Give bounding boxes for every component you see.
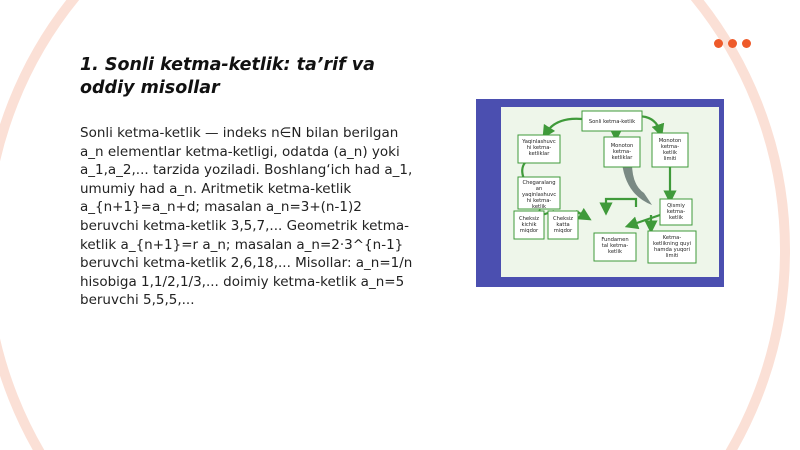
diagram-label-line: ketlik [608,249,622,255]
diagram-label-line: Yaqinlashuvc [522,139,556,145]
diagram-label-line: Ketma- [662,235,682,241]
diagram-label-line: ketma- [612,149,632,155]
diagram-label-line: Monoton [658,138,682,144]
diagram-label-line: an [535,186,543,192]
slide-body-text: Sonli ketma-ketlik — indeks n∈N bilan berilgan a_n elementlar ketma-ketligi, odatda (a_n) yoki a_1,a_2,... tarzida yoziladi. Boshlang‘ich had a_1, umumiy had a_n. Aritmetik ketma-ketlik a_{n+1}=a_n+d; masalan a_n=3+(n-1)2 beruvchi ketma-ketlik 3,5,7,... Geometrik ketma-ketlik a_{n+1}=r a_n; masalan a_n=2·3^{n-1} beruvchi ketma-ketlik 2,6,18,... Misollar: a_n=1/n hisobiga 1,1/2,1/3,... doimiy ketma-ketlik a_n=5 beruvchi 5,5,5,... [80,125,413,309]
dot [728,39,737,48]
diagram-label-line: Fundamen [601,237,629,243]
diagram-label-line: hi ketma- [526,145,552,151]
diagram-label-line: ketlik [669,215,683,221]
diagram-label-line: hi ketma- [526,198,552,204]
diagram-label-line: katta [556,222,570,228]
diagram-label-line: ketlik [663,150,677,156]
diagram-label-line: ketlik [532,204,546,210]
diagram-label-line: hamda yuqori [653,247,691,253]
diagram-label-line: miqdor [519,228,539,234]
dot [714,39,723,48]
diagram-label-line: kichik [521,222,537,228]
diagram-label-line: Chegaralang [522,180,556,186]
diagram-label-line: ketma- [666,209,686,215]
diagram-label-line: tal ketma- [601,243,629,249]
diagram-label-line: Cheksiz [519,216,539,222]
diagram-label-line: Monoton [610,143,634,149]
diagram-label-line: ketlikning quyi [653,241,691,247]
dot [742,39,751,48]
diagram-label-line: yaqinlashuvc [521,192,557,198]
menu-dots-icon [714,39,751,48]
slide-title: 1. Sonli ketma-ketlik: ta’rif va oddiy misollar [80,55,375,98]
diagram-label-line: ketma- [660,144,680,150]
diagram-label-line: limiti [663,156,677,162]
diagram-label-line: ketliklar [611,155,633,161]
diagram-svg [476,99,724,287]
diagram-top-label: Sonli ketma-ketlik [588,119,636,125]
diagram-label-line: Qismiy [667,203,685,209]
diagram-label-line: ketliklar [528,151,550,157]
diagram-label-line: limiti [665,253,679,259]
sequence-concept-diagram [476,99,724,287]
diagram-label-line: Cheksiz [553,216,573,222]
diagram-label-line: miqdor [553,228,573,234]
